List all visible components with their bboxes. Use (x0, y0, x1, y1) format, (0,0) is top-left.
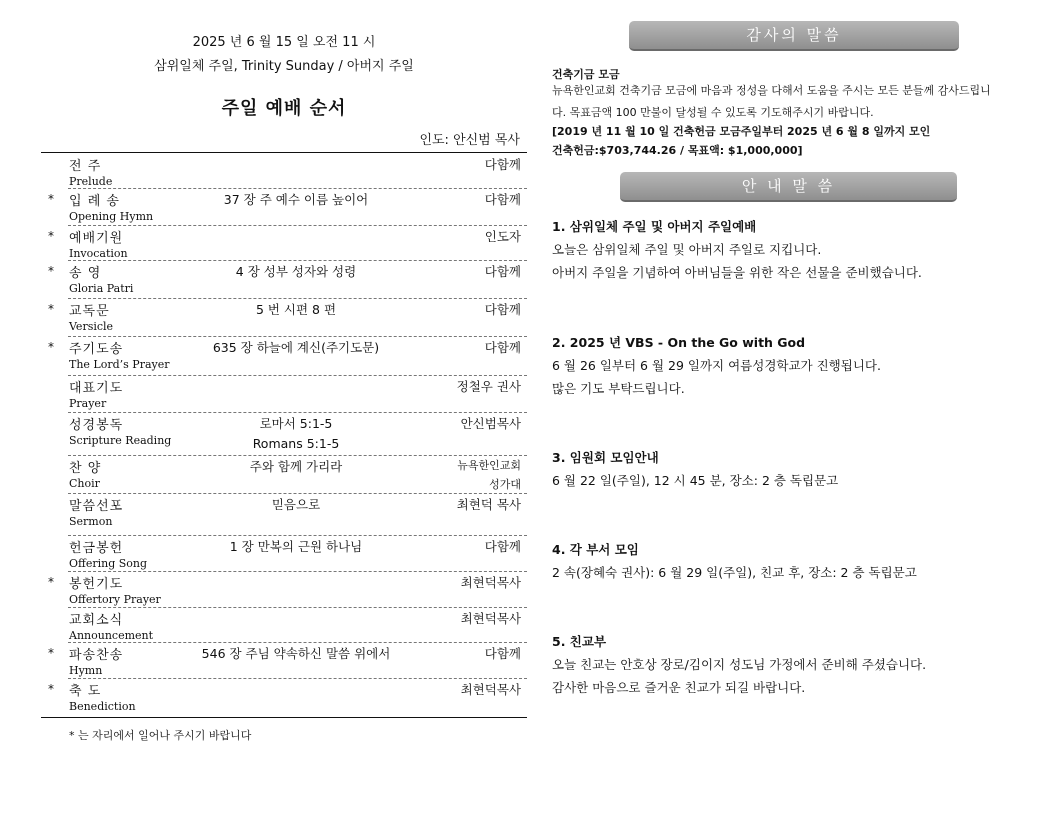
order-item-performer: 다함께 (484, 646, 521, 661)
order-item-performer: 최현덕목사 (460, 611, 521, 626)
building-fund-body: 뉴욕한인교회 건축기금 모금에 마음과 정성을 다해서 도움을 주시는 모든 분들께 감사드립니다. 목표금액 100 만불이 달성될 수 있도록 기도해주시기 바랍니다. (552, 84, 991, 119)
announcement-line: 오늘 친교는 안호상 장로/김이지 성도님 가정에서 준비해 주셨습니다. (552, 657, 927, 672)
order-row (41, 262, 527, 300)
service-subtitle: 삼위일체 주일, Trinity Sunday / 아버지 주일 (154, 59, 414, 74)
row-divider (68, 493, 527, 494)
order-item-korean: 송 영 (69, 266, 102, 281)
order-item-performer: 최현덕 목사 (456, 497, 521, 512)
row-divider (68, 188, 527, 189)
service-date: 2025 년 6 월 15 일 오전 11 시 (192, 35, 376, 50)
standing-footnote: * 는 자리에서 일어나 주시기 바랍니다 (69, 729, 252, 742)
order-row (41, 573, 527, 609)
order-item-english: Sermon (69, 515, 113, 528)
order-item-korean: 성경봉독 (69, 418, 124, 433)
thanks-heading-banner: 감사의 말씀 (629, 21, 959, 51)
order-item-korean: 파송찬송 (69, 648, 124, 663)
order-item-korean: 헌금봉헌 (69, 541, 124, 556)
order-item-detail: 5 번 시편 8 편 (255, 302, 337, 317)
row-divider (68, 412, 527, 413)
order-item-korean: 말씀선포 (69, 499, 124, 514)
row-divider (68, 571, 527, 572)
order-item-korean: 교회소식 (69, 613, 124, 628)
order-item-detail: 로마서 5:1-5 (259, 416, 333, 431)
order-row (41, 414, 527, 457)
announcement-line: 6 월 22 일(주일), 12 시 45 분, 장소: 2 층 독립문고 (552, 473, 839, 488)
worship-leader: 인도: 안신범 목사 (419, 133, 520, 148)
order-item-english: Offering Song (69, 557, 148, 570)
order-item-performer: 최현덕목사 (460, 575, 521, 590)
order-item-performer: 다함께 (484, 340, 521, 355)
order-item-korean: 예배기원 (69, 231, 124, 246)
standing-marker: * (48, 575, 54, 589)
row-divider (68, 225, 527, 226)
announcement-line: 오늘은 삼위일체 주일 및 아버지 주일로 지킵니다. (552, 242, 822, 257)
order-item-performer: 뉴욕한인교회 (457, 459, 521, 472)
order-row (41, 338, 527, 377)
row-divider (68, 535, 527, 536)
order-item-english: Opening Hymn (69, 210, 154, 223)
building-fund-period: [2019 년 11 월 10 일 건축헌금 모금주일부터 2025 년 6 월 8 일까지 모인 (552, 125, 931, 138)
order-item-korean: 전 주 (69, 159, 102, 174)
announcement-line: 2 속(장혜숙 권사): 6 월 29 일(주일), 친교 후, 장소: 2 층 독립문고 (552, 565, 917, 580)
announcement-title: 2. 2025 년 VBS - On the Go with God (552, 335, 806, 350)
order-item-korean: 입 례 송 (69, 194, 120, 209)
order-row (41, 537, 527, 573)
order-row (41, 680, 527, 717)
standing-marker: * (48, 340, 54, 354)
order-row (41, 457, 527, 495)
announcement-line: 감사한 마음으로 즐거운 친교가 되길 바랍니다. (552, 680, 806, 695)
row-divider (68, 260, 527, 261)
order-item-english: Hymn (69, 664, 103, 677)
order-item-korean: 축 도 (69, 684, 102, 699)
order-row (41, 227, 527, 262)
order-item-english: Announcement (69, 629, 154, 642)
building-fund-title: 건축기금 모금 (552, 68, 620, 81)
building-fund-total: 건축헌금:$703,744.26 / 목표액: $1,000,000] (552, 144, 803, 157)
order-item-performer: 안신범목사 (460, 416, 521, 431)
standing-marker: * (48, 192, 54, 206)
order-row (41, 300, 527, 338)
order-item-performer: 다함께 (484, 302, 521, 317)
order-item-detail: 546 장 주님 약속하신 말씀 위에서 (201, 646, 391, 661)
row-divider (68, 642, 527, 643)
order-row (41, 190, 527, 227)
announcement-title: 4. 각 부서 모임 (552, 542, 639, 557)
order-item-korean: 교독문 (69, 304, 110, 319)
order-item-english: Gloria Patri (69, 282, 134, 295)
order-item-performer: 인도자 (484, 229, 521, 244)
order-row (41, 495, 527, 537)
order-item-detail: 4 장 성부 성자와 성령 (235, 264, 357, 279)
order-row (41, 644, 527, 680)
order-item-performer-second-line: 성가대 (489, 478, 521, 491)
order-item-english: The Lord’s Prayer (69, 358, 170, 371)
row-divider (68, 375, 527, 376)
order-item-detail: 믿음으로 (271, 497, 321, 512)
row-divider (68, 678, 527, 679)
standing-marker: * (48, 229, 54, 243)
order-item-korean: 찬 양 (69, 461, 102, 476)
order-item-english: Versicle (69, 320, 114, 333)
announcement-line: 많은 기도 부탁드립니다. (552, 381, 685, 396)
announcement-title: 5. 친교부 (552, 634, 607, 649)
announcements-heading-banner: 안 내 말 씀 (620, 172, 957, 202)
order-item-korean: 봉헌기도 (69, 577, 124, 592)
order-item-detail: 1 장 만복의 근원 하나님 (229, 539, 363, 554)
order-row (41, 155, 527, 190)
standing-marker: * (48, 682, 54, 696)
announcement-title: 3. 임원회 모임안내 (552, 450, 659, 465)
order-item-english: Invocation (69, 247, 128, 260)
order-item-performer: 다함께 (484, 157, 521, 172)
order-item-english: Prelude (69, 175, 113, 188)
order-bottom-rule (41, 717, 527, 718)
announcement-line: 6 월 26 일부터 6 월 29 일까지 여름성경학교가 진행됩니다. (552, 358, 881, 373)
order-item-detail: 37 장 주 예수 이름 높이어 (223, 192, 369, 207)
standing-marker: * (48, 646, 54, 660)
order-item-performer: 다함께 (484, 539, 521, 554)
order-row (41, 377, 527, 414)
row-divider (68, 607, 527, 608)
order-top-rule (41, 152, 527, 153)
order-item-korean: 대표기도 (69, 381, 124, 396)
row-divider (68, 336, 527, 337)
announcement-line: 아버지 주일을 기념하여 아버님들을 위한 작은 선물을 준비했습니다. (552, 265, 922, 280)
order-item-detail: 주와 함께 가리라 (249, 459, 343, 474)
standing-marker: * (48, 302, 54, 316)
order-item-english: Benediction (69, 700, 136, 713)
order-item-english: Offertory Prayer (69, 593, 161, 606)
order-item-performer: 다함께 (484, 264, 521, 279)
order-item-performer: 정철우 권사 (456, 379, 521, 394)
order-item-detail-second-line: Romans 5:1-5 (252, 436, 340, 451)
order-item-performer: 다함께 (484, 192, 521, 207)
row-divider (68, 298, 527, 299)
row-divider (68, 455, 527, 456)
order-row (41, 609, 527, 644)
standing-marker: * (48, 264, 54, 278)
announcement-title: 1. 삼위일체 주일 및 아버지 주일예배 (552, 219, 757, 234)
order-item-detail: 635 장 하늘에 계신(주기도문) (212, 340, 380, 355)
order-item-korean: 주기도송 (69, 342, 124, 357)
order-item-english: Prayer (69, 397, 107, 410)
order-title: 주일 예배 순서 (221, 98, 347, 119)
order-item-performer: 최현덕목사 (460, 682, 521, 697)
order-item-english: Scripture Reading (69, 434, 172, 447)
order-item-english: Choir (69, 477, 100, 490)
